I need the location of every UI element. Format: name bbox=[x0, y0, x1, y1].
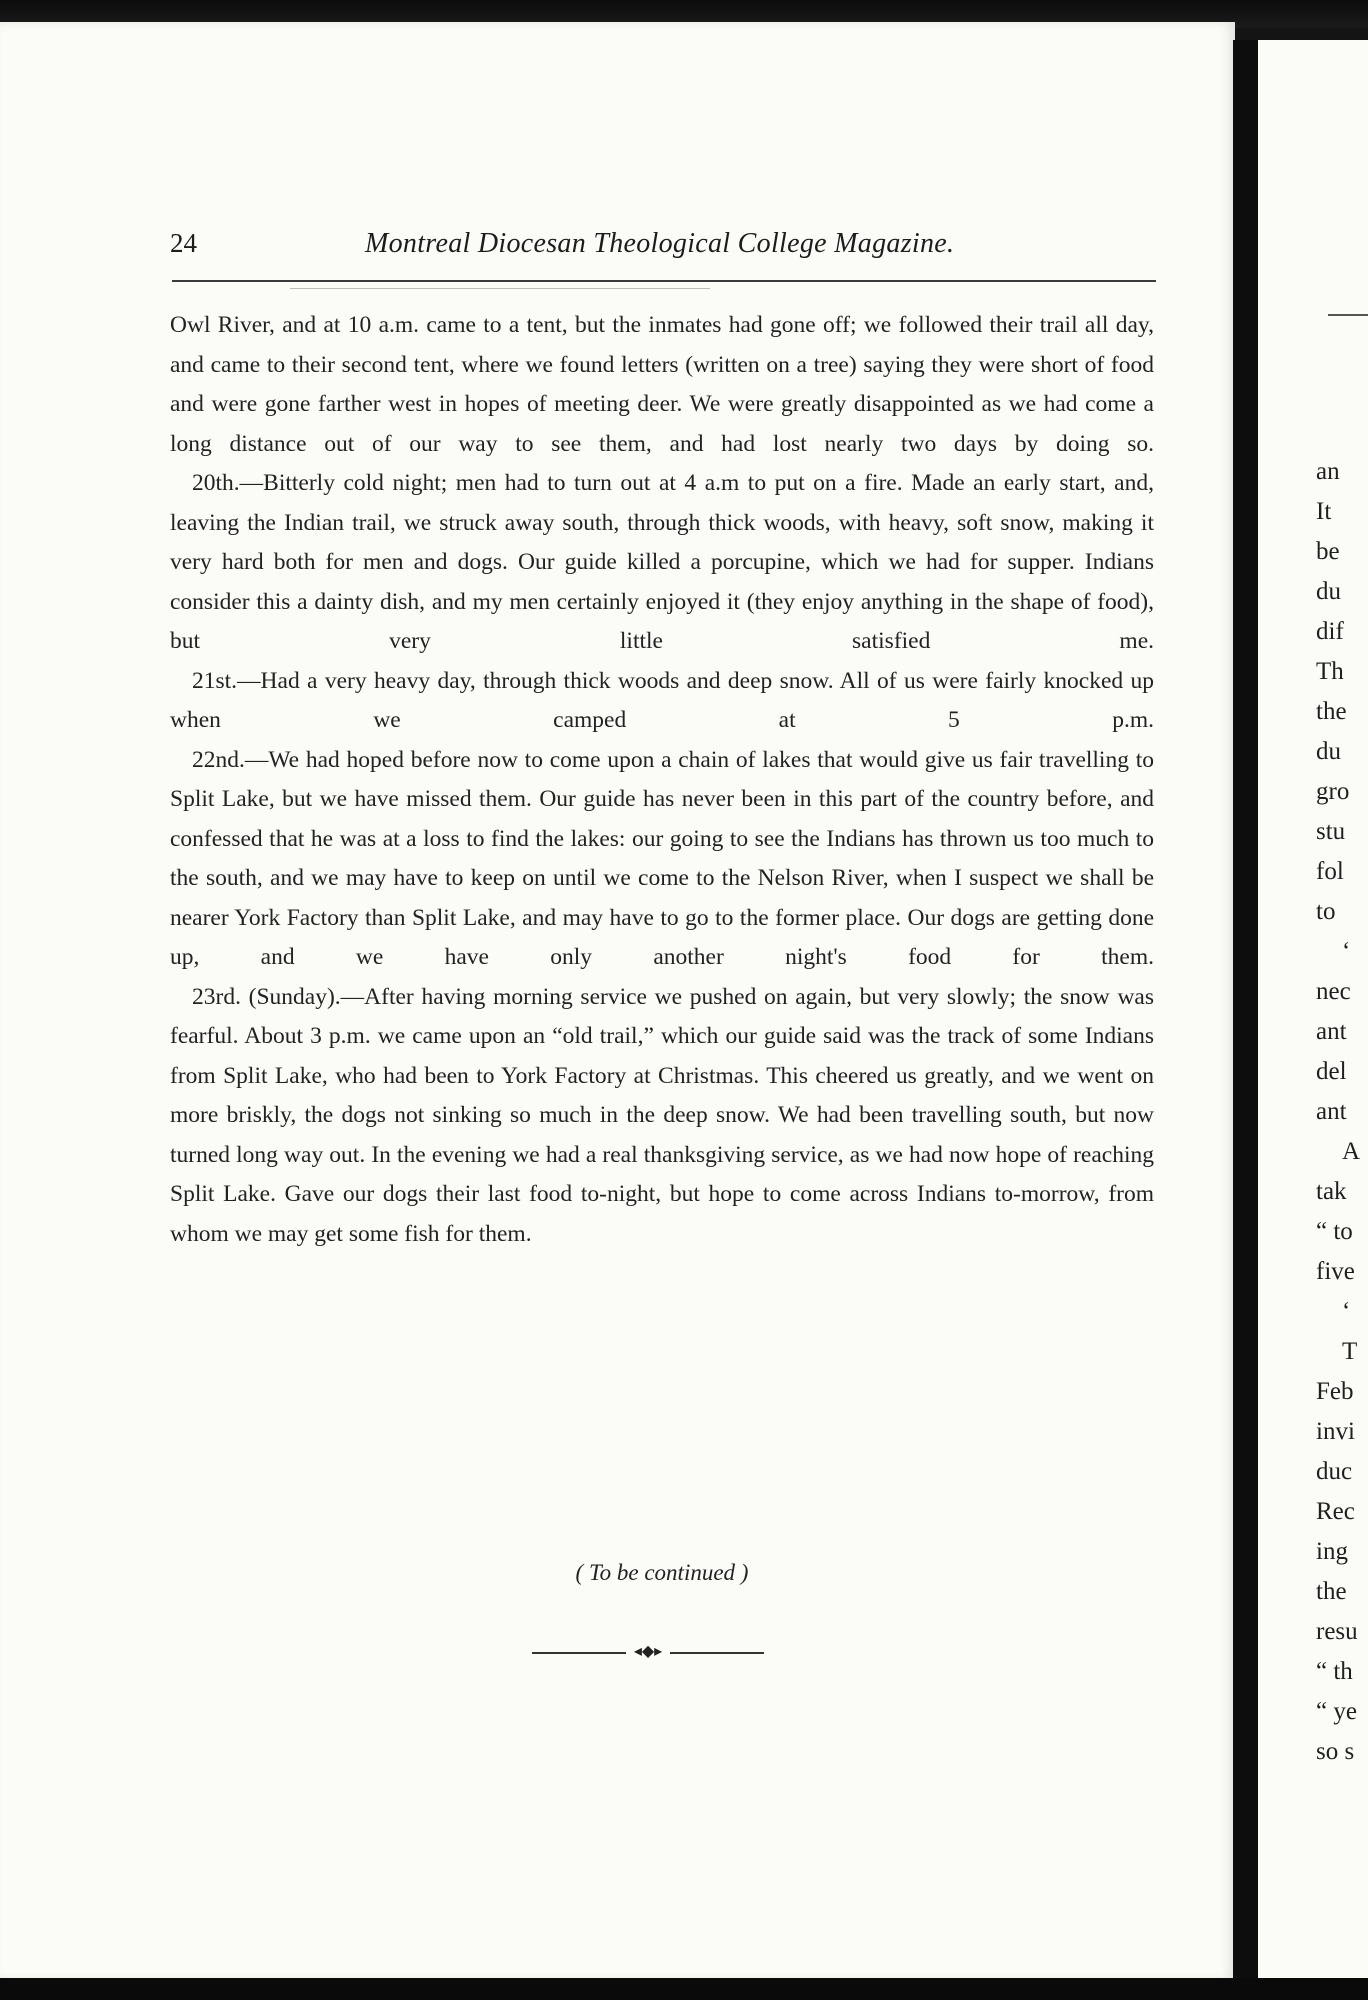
header-rule bbox=[172, 280, 1156, 282]
right-fragment: five bbox=[1316, 1258, 1355, 1285]
ornament-line-left bbox=[532, 1652, 626, 1654]
right-fragment: the bbox=[1316, 1578, 1347, 1605]
right-fragment: invi bbox=[1316, 1418, 1355, 1445]
ornament-diamond-icon: ◂◆▸ bbox=[633, 1641, 663, 1660]
book-gutter bbox=[1233, 40, 1258, 2000]
right-fragment: ant bbox=[1316, 1018, 1347, 1045]
right-page bbox=[1258, 40, 1368, 1980]
right-fragment: gro bbox=[1316, 778, 1350, 805]
article-body bbox=[170, 306, 1154, 1254]
right-fragment: du bbox=[1316, 578, 1341, 605]
right-fragment: ‘ bbox=[1342, 938, 1351, 965]
paragraph-owl-river: Owl River, and at 10 a.m. came to a tent, but the inmates had gone off; we followed their trail all day, and came to their second tent, where we found letters (written on a tree) saying they were short of food and were gone farther west in hopes of meeting deer. We were greatly disappointed as we had come a long distance out of our way to see them, and had lost nearly two days by doing so. bbox=[170, 312, 1154, 457]
right-fragment: du bbox=[1316, 738, 1341, 765]
right-fragment: ‘ bbox=[1342, 1298, 1351, 1325]
right-fragment: “ th bbox=[1316, 1658, 1353, 1685]
right-fragment: dif bbox=[1316, 618, 1344, 645]
right-fragment: del bbox=[1316, 1058, 1347, 1085]
right-fragment: so s bbox=[1316, 1738, 1355, 1765]
right-fragment: nec bbox=[1316, 978, 1351, 1005]
right-fragment: Feb bbox=[1316, 1378, 1354, 1405]
right-fragment: an bbox=[1316, 458, 1340, 485]
right-fragment: It bbox=[1316, 498, 1332, 525]
right-fragment: be bbox=[1316, 538, 1340, 565]
right-fragment: fol bbox=[1316, 858, 1344, 885]
header-rule-bleed bbox=[290, 288, 710, 289]
right-fragment: “ ye bbox=[1316, 1698, 1357, 1725]
right-fragment: Rec bbox=[1316, 1498, 1355, 1525]
right-fragment: T bbox=[1342, 1338, 1358, 1365]
section-ornament bbox=[532, 1641, 764, 1660]
right-fragment: the bbox=[1316, 698, 1347, 725]
right-fragment: A bbox=[1342, 1138, 1361, 1165]
running-head bbox=[170, 228, 1154, 268]
right-fragment: Th bbox=[1316, 658, 1344, 685]
page-number: 24 bbox=[170, 228, 197, 258]
paragraph-23rd: 23rd. (Sunday).—After having morning service we pushed on again, but very slowly; the snow was fearful. About 3 p.m. we came upon an “old trail,” which our guide said was the track of some Indians from Split Lake, who had been to York Factory at Christmas. This cheered us greatly, and we went on more briskly, the dogs not sinking so much in the deep snow. We had been travelling south, but now turned long way out. In the evening we had a real thanksgiving service, as we had now hope of reaching Split Lake. Gave our dogs their last food to-night, but hope to come across Indians to-morrow, from whom we may get some fish for them. bbox=[170, 983, 1154, 1247]
right-fragment: “ to bbox=[1316, 1218, 1353, 1245]
ornament-line-right bbox=[670, 1652, 764, 1654]
right-fragment: resu bbox=[1316, 1618, 1358, 1645]
right-fragment: stu bbox=[1316, 818, 1346, 845]
to-be-continued: ( To be continued ) bbox=[575, 1560, 749, 1585]
right-fragment: tak bbox=[1316, 1178, 1347, 1205]
right-fragment: duc bbox=[1316, 1458, 1353, 1485]
paragraph-22nd: 22nd.—We had hoped before now to come upon a chain of lakes that would give us fair travelling to Split Lake, but we have missed them. Our guide has never been in this part of the country before, and confessed that he was at a loss to find the lakes: our going to see the Indians has thrown us too much to the south, and we may have to keep on until we come to the Nelson River, when I suspect we shall be nearer York Factory than Split Lake, and may have to go to the former place. Our dogs are getting done up, and we have only another night's food for them. bbox=[170, 746, 1154, 970]
right-fragment: ing bbox=[1316, 1538, 1348, 1565]
paragraph-21st: 21st.—Had a very heavy day, through thick woods and deep snow. All of us were fairly knocked up when we camped at 5 p.m. bbox=[170, 667, 1154, 733]
journal-title: Montreal Diocesan Theological College Magazine. bbox=[365, 228, 955, 259]
right-fragment: ant bbox=[1316, 1098, 1347, 1125]
right-page-text-fragments bbox=[1316, 310, 1368, 1772]
paragraph-20th: 20th.—Bitterly cold night; men had to turn out at 4 a.m to put on a fire. Made an early start, and, leaving the Indian trail, we struck away south, through thick woods, with heavy, soft snow, making it very hard both for men and dogs. Our guide killed a porcupine, which we had for supper. Indians consider this a dainty dish, and my men certainly enjoyed it (they enjoy anything in the shape of food), but very little satisfied me. bbox=[170, 470, 1154, 654]
scan-edge-bottom bbox=[0, 1978, 1368, 2000]
right-fragment: to bbox=[1316, 898, 1336, 925]
